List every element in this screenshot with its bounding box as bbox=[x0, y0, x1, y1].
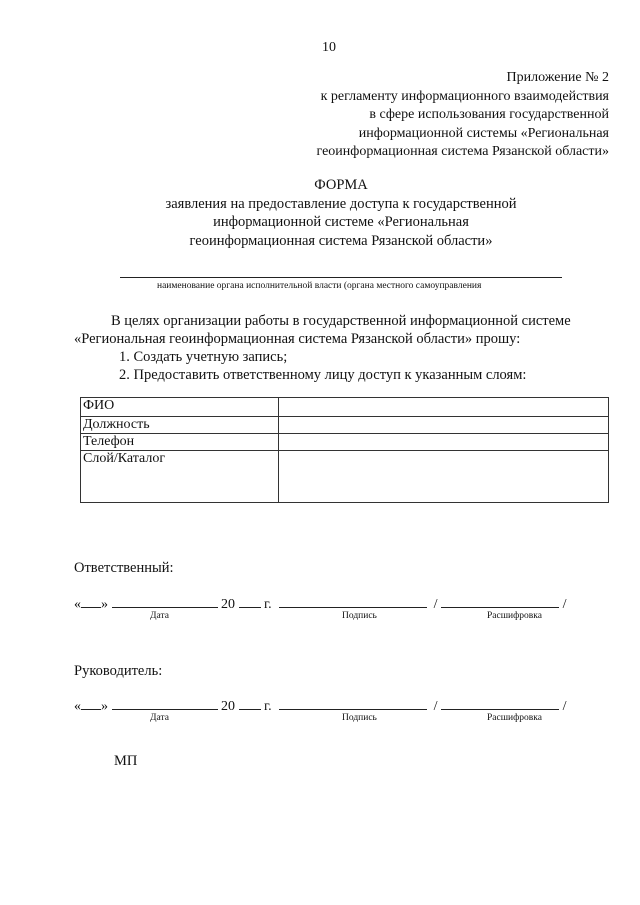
decode-caption: Расшифровка bbox=[487, 611, 542, 621]
table-label: Должность bbox=[81, 417, 279, 434]
month-field[interactable] bbox=[112, 594, 218, 608]
signature-caption: Подпись bbox=[342, 611, 377, 621]
head-label: Руководитель: bbox=[74, 663, 163, 679]
signature-caption: Подпись bbox=[342, 713, 377, 723]
appendix-line: Приложение № 2 bbox=[506, 70, 609, 85]
table-label: Телефон bbox=[81, 434, 279, 451]
table-value[interactable] bbox=[279, 398, 609, 417]
access-table bbox=[80, 397, 609, 503]
year-field[interactable] bbox=[239, 696, 261, 710]
request-line-1: В целях организации работы в государственной информационной системе bbox=[111, 313, 571, 329]
table-label: ФИО bbox=[81, 398, 279, 417]
table-value[interactable] bbox=[279, 417, 609, 434]
request-item: 2. Предоставить ответственному лицу доступ к указанным слоям: bbox=[119, 367, 527, 383]
slash: / bbox=[433, 597, 438, 612]
date-caption: Дата bbox=[150, 611, 169, 621]
year-field[interactable] bbox=[239, 594, 261, 608]
stamp-place: МП bbox=[114, 753, 138, 769]
table-row bbox=[81, 451, 609, 503]
signature-field[interactable] bbox=[279, 696, 427, 710]
form-title: ФОРМА bbox=[314, 177, 368, 193]
table-value[interactable] bbox=[279, 451, 609, 503]
year-prefix: 20 bbox=[221, 597, 235, 612]
decode-field[interactable] bbox=[441, 696, 559, 710]
table-row bbox=[81, 398, 609, 417]
slash: / bbox=[562, 699, 567, 714]
day-field[interactable] bbox=[81, 696, 101, 710]
form-title-block bbox=[0, 176, 640, 251]
slash: / bbox=[433, 699, 438, 714]
decode-field[interactable] bbox=[441, 594, 559, 608]
appendix-line: геоинформационная система Рязанской области» bbox=[316, 144, 609, 160]
year-prefix: 20 bbox=[221, 699, 235, 714]
open-quote: « bbox=[74, 699, 81, 714]
table-label: Слой/Каталог bbox=[81, 451, 279, 503]
table-value[interactable] bbox=[279, 434, 609, 451]
form-subtitle-line: информационной системе «Региональная bbox=[213, 214, 469, 231]
request-item: 1. Создать учетную запись; bbox=[119, 349, 288, 365]
decode-caption: Расшифровка bbox=[487, 713, 542, 723]
appendix-line: информационной системы «Региональная bbox=[358, 125, 609, 141]
table-row bbox=[81, 434, 609, 451]
form-subtitle-line: заявления на предоставление доступа к государственной bbox=[165, 195, 517, 212]
open-quote: « bbox=[74, 597, 81, 612]
day-field[interactable] bbox=[81, 594, 101, 608]
page-number: 10 bbox=[322, 40, 336, 55]
month-field[interactable] bbox=[112, 696, 218, 710]
signature-field[interactable] bbox=[279, 594, 427, 608]
authority-caption: наименование органа исполнительной власти (органа местного самоуправления bbox=[157, 281, 482, 291]
form-subtitle-line: геоинформационная система Рязанской области» bbox=[189, 233, 493, 250]
appendix-line: в сфере использования государственной bbox=[369, 107, 609, 123]
table-row bbox=[81, 417, 609, 434]
slash: / bbox=[562, 597, 567, 612]
responsible-label: Ответственный: bbox=[74, 560, 174, 576]
close-quote: » bbox=[101, 597, 108, 612]
year-suffix: г. bbox=[264, 597, 272, 612]
year-suffix: г. bbox=[264, 699, 272, 714]
appendix-block bbox=[317, 69, 609, 162]
request-line-2: «Региональная геоинформационная система Рязанской области» прошу: bbox=[74, 331, 521, 347]
authority-line bbox=[120, 277, 562, 278]
close-quote: » bbox=[101, 699, 108, 714]
date-caption: Дата bbox=[150, 713, 169, 723]
appendix-line: к регламенту информационного взаимодействия bbox=[320, 88, 609, 104]
